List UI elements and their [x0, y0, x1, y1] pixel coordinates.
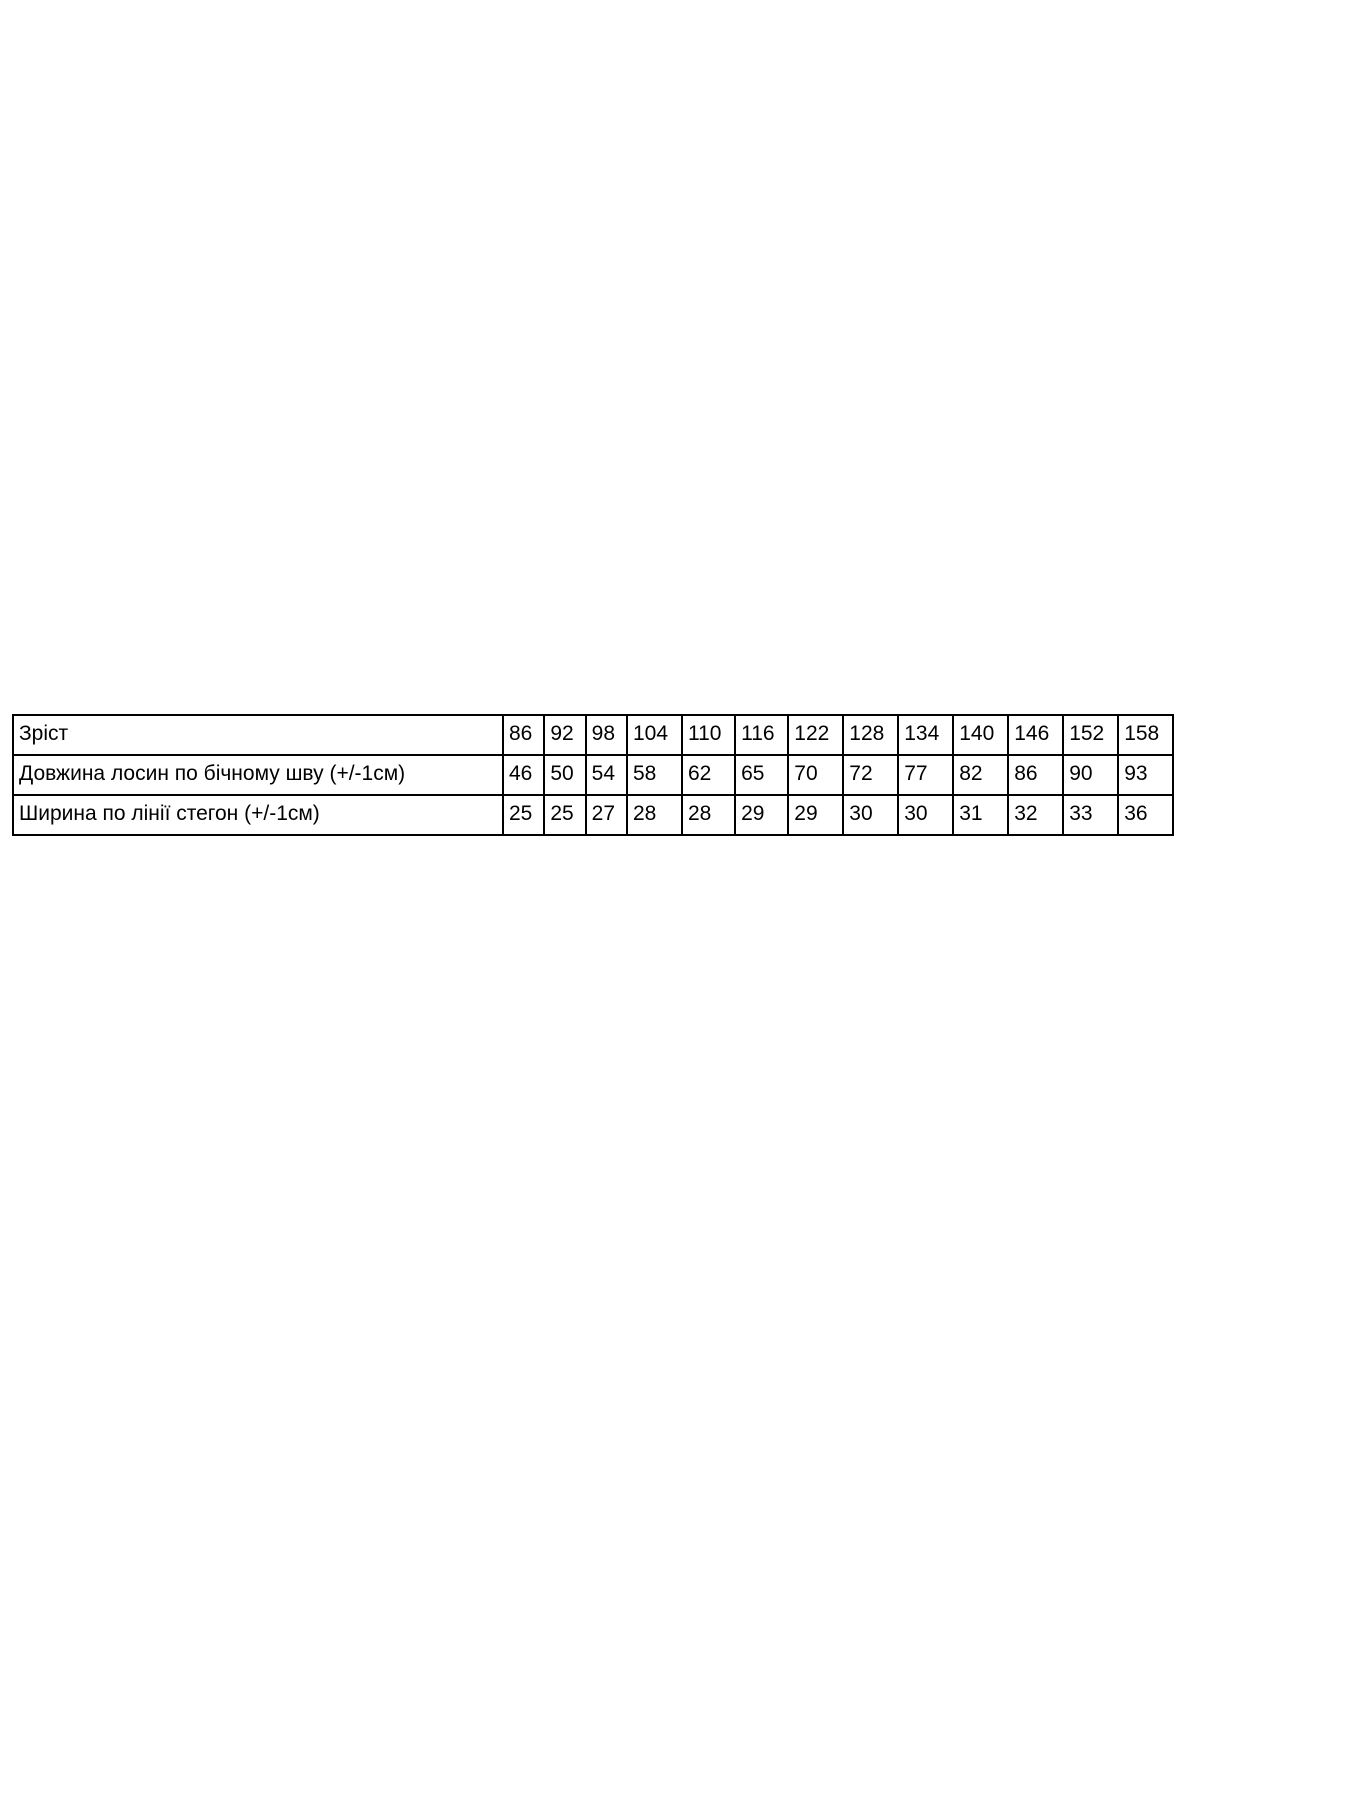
cell-height-11: 152 [1064, 716, 1119, 756]
cell-length-0: 46 [504, 756, 545, 796]
row-label-hip-width: Ширина по лінії стегон (+/-1см) [14, 796, 504, 834]
cell-length-8: 77 [899, 756, 954, 796]
cell-length-9: 82 [954, 756, 1009, 796]
row-label-height: Зріст [14, 716, 504, 756]
cell-hip-0: 25 [504, 796, 545, 834]
cell-length-4: 62 [683, 756, 736, 796]
cell-hip-5: 29 [736, 796, 789, 834]
cell-length-11: 90 [1064, 756, 1119, 796]
cell-length-1: 50 [545, 756, 586, 796]
cell-height-6: 122 [789, 716, 844, 756]
cell-hip-12: 36 [1119, 796, 1172, 834]
cell-height-3: 104 [628, 716, 683, 756]
cell-height-9: 140 [954, 716, 1009, 756]
cell-hip-6: 29 [789, 796, 844, 834]
cell-length-6: 70 [789, 756, 844, 796]
cell-height-5: 116 [736, 716, 789, 756]
cell-hip-1: 25 [545, 796, 586, 834]
size-chart-container [12, 714, 1174, 836]
cell-hip-10: 32 [1009, 796, 1064, 834]
cell-height-8: 134 [899, 716, 954, 756]
cell-hip-11: 33 [1064, 796, 1119, 834]
cell-height-0: 86 [504, 716, 545, 756]
cell-hip-8: 30 [899, 796, 954, 834]
cell-height-2: 98 [587, 716, 628, 756]
table-row [14, 716, 1172, 756]
cell-length-10: 86 [1009, 756, 1064, 796]
cell-length-7: 72 [844, 756, 899, 796]
cell-length-2: 54 [587, 756, 628, 796]
cell-height-12: 158 [1119, 716, 1172, 756]
cell-hip-7: 30 [844, 796, 899, 834]
cell-height-4: 110 [683, 716, 736, 756]
cell-length-12: 93 [1119, 756, 1172, 796]
cell-hip-2: 27 [587, 796, 628, 834]
cell-hip-4: 28 [683, 796, 736, 834]
table-row [14, 796, 1172, 834]
cell-height-10: 146 [1009, 716, 1064, 756]
table-row [14, 756, 1172, 796]
cell-height-1: 92 [545, 716, 586, 756]
row-label-length: Довжина лосин по бічному шву (+/-1см) [14, 756, 504, 796]
cell-length-3: 58 [628, 756, 683, 796]
cell-height-7: 128 [844, 716, 899, 756]
cell-hip-3: 28 [628, 796, 683, 834]
cell-length-5: 65 [736, 756, 789, 796]
cell-hip-9: 31 [954, 796, 1009, 834]
size-chart-table [12, 714, 1174, 836]
